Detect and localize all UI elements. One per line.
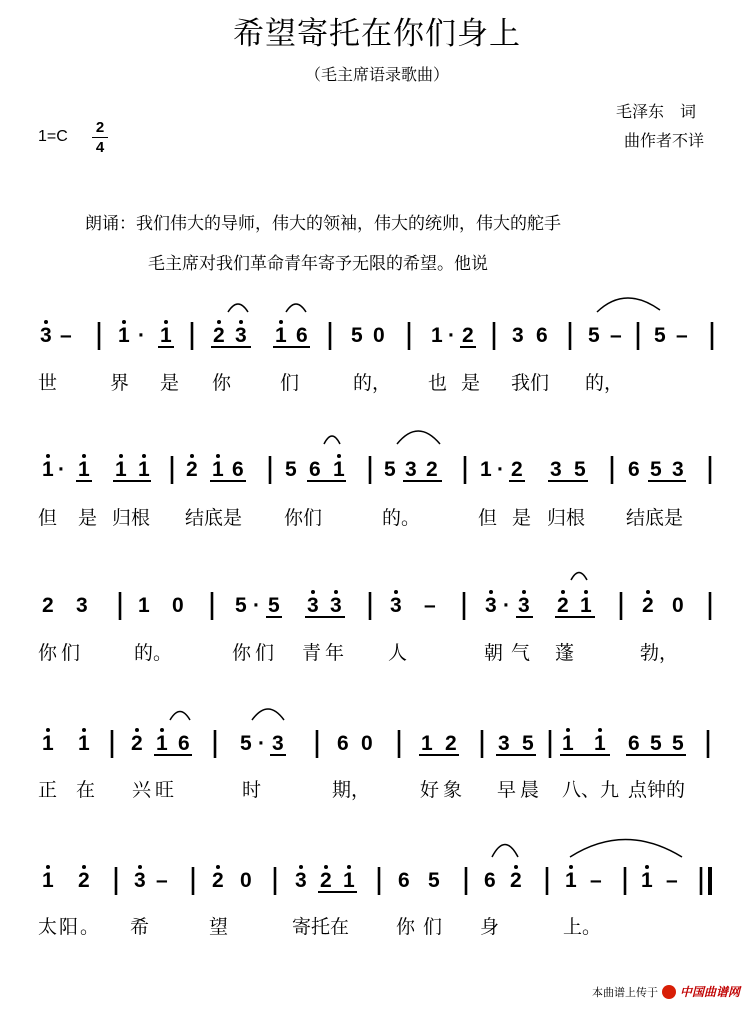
site-logo-icon xyxy=(662,985,676,999)
svg-text:3: 3 xyxy=(307,594,319,617)
svg-text:6: 6 xyxy=(628,732,640,755)
score-system-5 xyxy=(42,840,710,896)
svg-text:3: 3 xyxy=(498,732,510,755)
lyric-syllable: 界 xyxy=(110,372,130,394)
song-title: 希望寄托在你们身上 xyxy=(233,16,521,52)
svg-text:1: 1 xyxy=(641,869,653,892)
lyric-syllable: 兴旺 xyxy=(132,779,179,801)
svg-text:3: 3 xyxy=(330,594,342,617)
lyric-syllable: 世 xyxy=(38,372,58,394)
note: 3 xyxy=(40,324,52,347)
svg-text:6: 6 xyxy=(337,732,349,755)
svg-text:5: 5 xyxy=(268,594,280,617)
lyricist-credit: 毛泽东 词 xyxy=(616,102,697,121)
svg-text:1: 1 xyxy=(431,324,443,347)
lyric-syllable: 你们 xyxy=(38,642,85,664)
svg-text:5: 5 xyxy=(240,732,252,755)
svg-text:1: 1 xyxy=(115,458,127,481)
svg-text:·: · xyxy=(58,458,65,481)
svg-text:0: 0 xyxy=(172,594,184,617)
svg-text:2: 2 xyxy=(462,324,474,347)
lyric-syllable: 你们 xyxy=(284,507,323,529)
lyric-syllable: 太阳。 xyxy=(38,916,102,938)
svg-text:2: 2 xyxy=(131,732,143,755)
lyric-syllable: 朝气 xyxy=(484,642,539,664)
lyric-syllable: 你们 xyxy=(232,642,279,664)
lyric-syllable: 你们 xyxy=(396,916,451,938)
svg-text:3: 3 xyxy=(550,458,562,481)
lyric-syllable: 是 xyxy=(461,372,481,394)
lyric-syllable: 我们 xyxy=(511,372,550,394)
lyric-syllable: 时 xyxy=(242,779,262,801)
lyric-syllable: 上。 xyxy=(563,916,602,938)
svg-text:1: 1 xyxy=(138,594,150,617)
svg-text:·: · xyxy=(138,324,145,347)
lyric-syllable: 寄托在 xyxy=(292,916,350,938)
svg-text:1: 1 xyxy=(42,732,54,755)
lyric-syllable: 但 xyxy=(478,507,498,529)
lyric-syllable: 在 xyxy=(76,779,96,801)
svg-text:1: 1 xyxy=(212,458,224,481)
time-signature-top: 2 xyxy=(92,118,108,138)
svg-text:3: 3 xyxy=(672,458,684,481)
svg-text:2: 2 xyxy=(212,869,224,892)
lyric-syllable: 正 xyxy=(38,779,58,801)
svg-text:3: 3 xyxy=(485,594,497,617)
lyric-syllable: 但 xyxy=(38,507,58,529)
score-system-1 xyxy=(40,298,712,350)
footer-upload-text: 本曲谱上传于 xyxy=(591,985,658,999)
svg-text:0: 0 xyxy=(361,732,373,755)
svg-text:3: 3 xyxy=(272,732,284,755)
svg-text:1: 1 xyxy=(275,324,287,347)
svg-text:1: 1 xyxy=(565,869,577,892)
lyric-syllable: 希 xyxy=(130,916,150,938)
svg-text:6: 6 xyxy=(536,324,548,347)
svg-text:2: 2 xyxy=(557,594,569,617)
lyric-syllable: 勃， xyxy=(640,642,679,664)
lyric-syllable: 是 xyxy=(78,507,98,529)
lyric-syllable: 是 xyxy=(512,507,532,529)
recitation-line-1: 朗诵：我们伟大的导师，伟大的领袖，伟大的统帅，伟大的舵手 xyxy=(85,214,561,234)
svg-text:1: 1 xyxy=(580,594,592,617)
svg-text:·: · xyxy=(253,594,260,617)
footer-credit xyxy=(592,983,740,1000)
score-system-3 xyxy=(42,573,710,621)
svg-text:1: 1 xyxy=(118,324,130,347)
svg-text:5: 5 xyxy=(384,458,396,481)
key-signature: 1=C xyxy=(38,128,68,145)
svg-text:1: 1 xyxy=(78,458,90,481)
lyric-syllable: 人 xyxy=(388,642,408,664)
svg-text:3: 3 xyxy=(390,594,402,617)
lyric-syllable: 望 xyxy=(209,916,229,938)
svg-text:1: 1 xyxy=(594,732,606,755)
lyric-syllable: 好象 xyxy=(420,779,467,801)
svg-text:0: 0 xyxy=(373,324,385,347)
svg-text:5: 5 xyxy=(650,458,662,481)
svg-text:2: 2 xyxy=(510,869,522,892)
svg-text:6: 6 xyxy=(178,732,190,755)
svg-text:6: 6 xyxy=(309,458,321,481)
lyric-syllable: 你 xyxy=(212,372,232,394)
svg-text:1: 1 xyxy=(160,324,172,347)
lyric-syllable: 们 xyxy=(280,372,300,394)
svg-text:5: 5 xyxy=(650,732,662,755)
svg-text:0: 0 xyxy=(672,594,684,617)
svg-text:5: 5 xyxy=(588,324,600,347)
svg-text:·: · xyxy=(258,732,265,755)
svg-text:6: 6 xyxy=(628,458,640,481)
svg-text:3: 3 xyxy=(134,869,146,892)
svg-text:·: · xyxy=(448,324,455,347)
svg-text:2: 2 xyxy=(320,869,332,892)
svg-text:–: – xyxy=(666,869,678,892)
lyric-syllable: 点钟的 xyxy=(628,779,686,801)
svg-text:1: 1 xyxy=(480,458,492,481)
svg-text:–: – xyxy=(590,869,602,892)
recitation-line-2: 毛主席对我们革命青年寄予无限的希望。他说 xyxy=(148,254,488,274)
svg-text:5: 5 xyxy=(235,594,247,617)
svg-text:3: 3 xyxy=(76,594,88,617)
svg-text:1: 1 xyxy=(343,869,355,892)
lyric-syllable: 的， xyxy=(353,372,392,394)
svg-text:2: 2 xyxy=(42,594,54,617)
svg-text:6: 6 xyxy=(398,869,410,892)
lyric-syllable: 身 xyxy=(480,916,500,938)
svg-text:5: 5 xyxy=(285,458,297,481)
lyric-syllable: 是 xyxy=(160,372,180,394)
svg-text:5: 5 xyxy=(672,732,684,755)
svg-text:1: 1 xyxy=(562,732,574,755)
lyric-syllable: 期， xyxy=(332,779,371,801)
svg-text:3: 3 xyxy=(235,324,247,347)
svg-text:·: · xyxy=(497,458,504,481)
footer-site-link[interactable]: 中国曲谱网 xyxy=(679,985,740,999)
lyric-syllable: 八、九 xyxy=(562,779,620,801)
svg-text:2: 2 xyxy=(213,324,225,347)
svg-text:2: 2 xyxy=(186,458,198,481)
score-system-2 xyxy=(42,431,710,484)
time-signature-bottom: 4 xyxy=(95,139,105,156)
svg-text:3: 3 xyxy=(518,594,530,617)
svg-text:3: 3 xyxy=(295,869,307,892)
svg-text:–: – xyxy=(676,324,688,347)
svg-text:1: 1 xyxy=(333,458,345,481)
lyric-syllable: 归根 xyxy=(547,507,586,529)
lyric-syllable: 也 xyxy=(428,372,448,394)
svg-text:2: 2 xyxy=(642,594,654,617)
svg-text:–: – xyxy=(610,324,622,347)
svg-text:5: 5 xyxy=(351,324,363,347)
svg-text:1: 1 xyxy=(42,869,54,892)
svg-text:2: 2 xyxy=(78,869,90,892)
svg-text:5: 5 xyxy=(574,458,586,481)
lyric-syllable: 的， xyxy=(585,372,624,394)
svg-text:6: 6 xyxy=(484,869,496,892)
svg-text:1: 1 xyxy=(78,732,90,755)
lyric-syllable: 青年 xyxy=(302,642,349,664)
lyric-syllable: 的。 xyxy=(134,642,173,664)
svg-text:–: – xyxy=(424,594,436,617)
lyric-syllable: 蓬 xyxy=(555,642,575,664)
svg-text:–: – xyxy=(156,869,168,892)
svg-text:3: 3 xyxy=(405,458,417,481)
svg-text:3: 3 xyxy=(512,324,524,347)
svg-text:5: 5 xyxy=(522,732,534,755)
svg-text:1: 1 xyxy=(42,458,54,481)
svg-text:1: 1 xyxy=(156,732,168,755)
lyric-syllable: 结底是 xyxy=(626,507,684,529)
composer-credit: 曲作者不详 xyxy=(624,131,705,150)
svg-text:6: 6 xyxy=(232,458,244,481)
svg-text:5: 5 xyxy=(654,324,666,347)
svg-text:·: · xyxy=(503,594,510,617)
lyric-syllable: 归根 xyxy=(112,507,151,529)
lyric-syllable: 结底是 xyxy=(185,507,243,529)
svg-text:1: 1 xyxy=(421,732,433,755)
svg-text:0: 0 xyxy=(240,869,252,892)
svg-text:5: 5 xyxy=(428,869,440,892)
lyric-syllable: 早晨 xyxy=(497,779,544,801)
svg-text:2: 2 xyxy=(445,732,457,755)
svg-text:1: 1 xyxy=(138,458,150,481)
lyric-syllable: 的。 xyxy=(382,507,421,529)
svg-text:2: 2 xyxy=(426,458,438,481)
score-system-4 xyxy=(42,709,708,758)
svg-text:2: 2 xyxy=(511,458,523,481)
svg-text:6: 6 xyxy=(296,324,308,347)
song-subtitle: （毛主席语录歌曲） xyxy=(304,65,449,84)
dash: – xyxy=(60,324,72,347)
